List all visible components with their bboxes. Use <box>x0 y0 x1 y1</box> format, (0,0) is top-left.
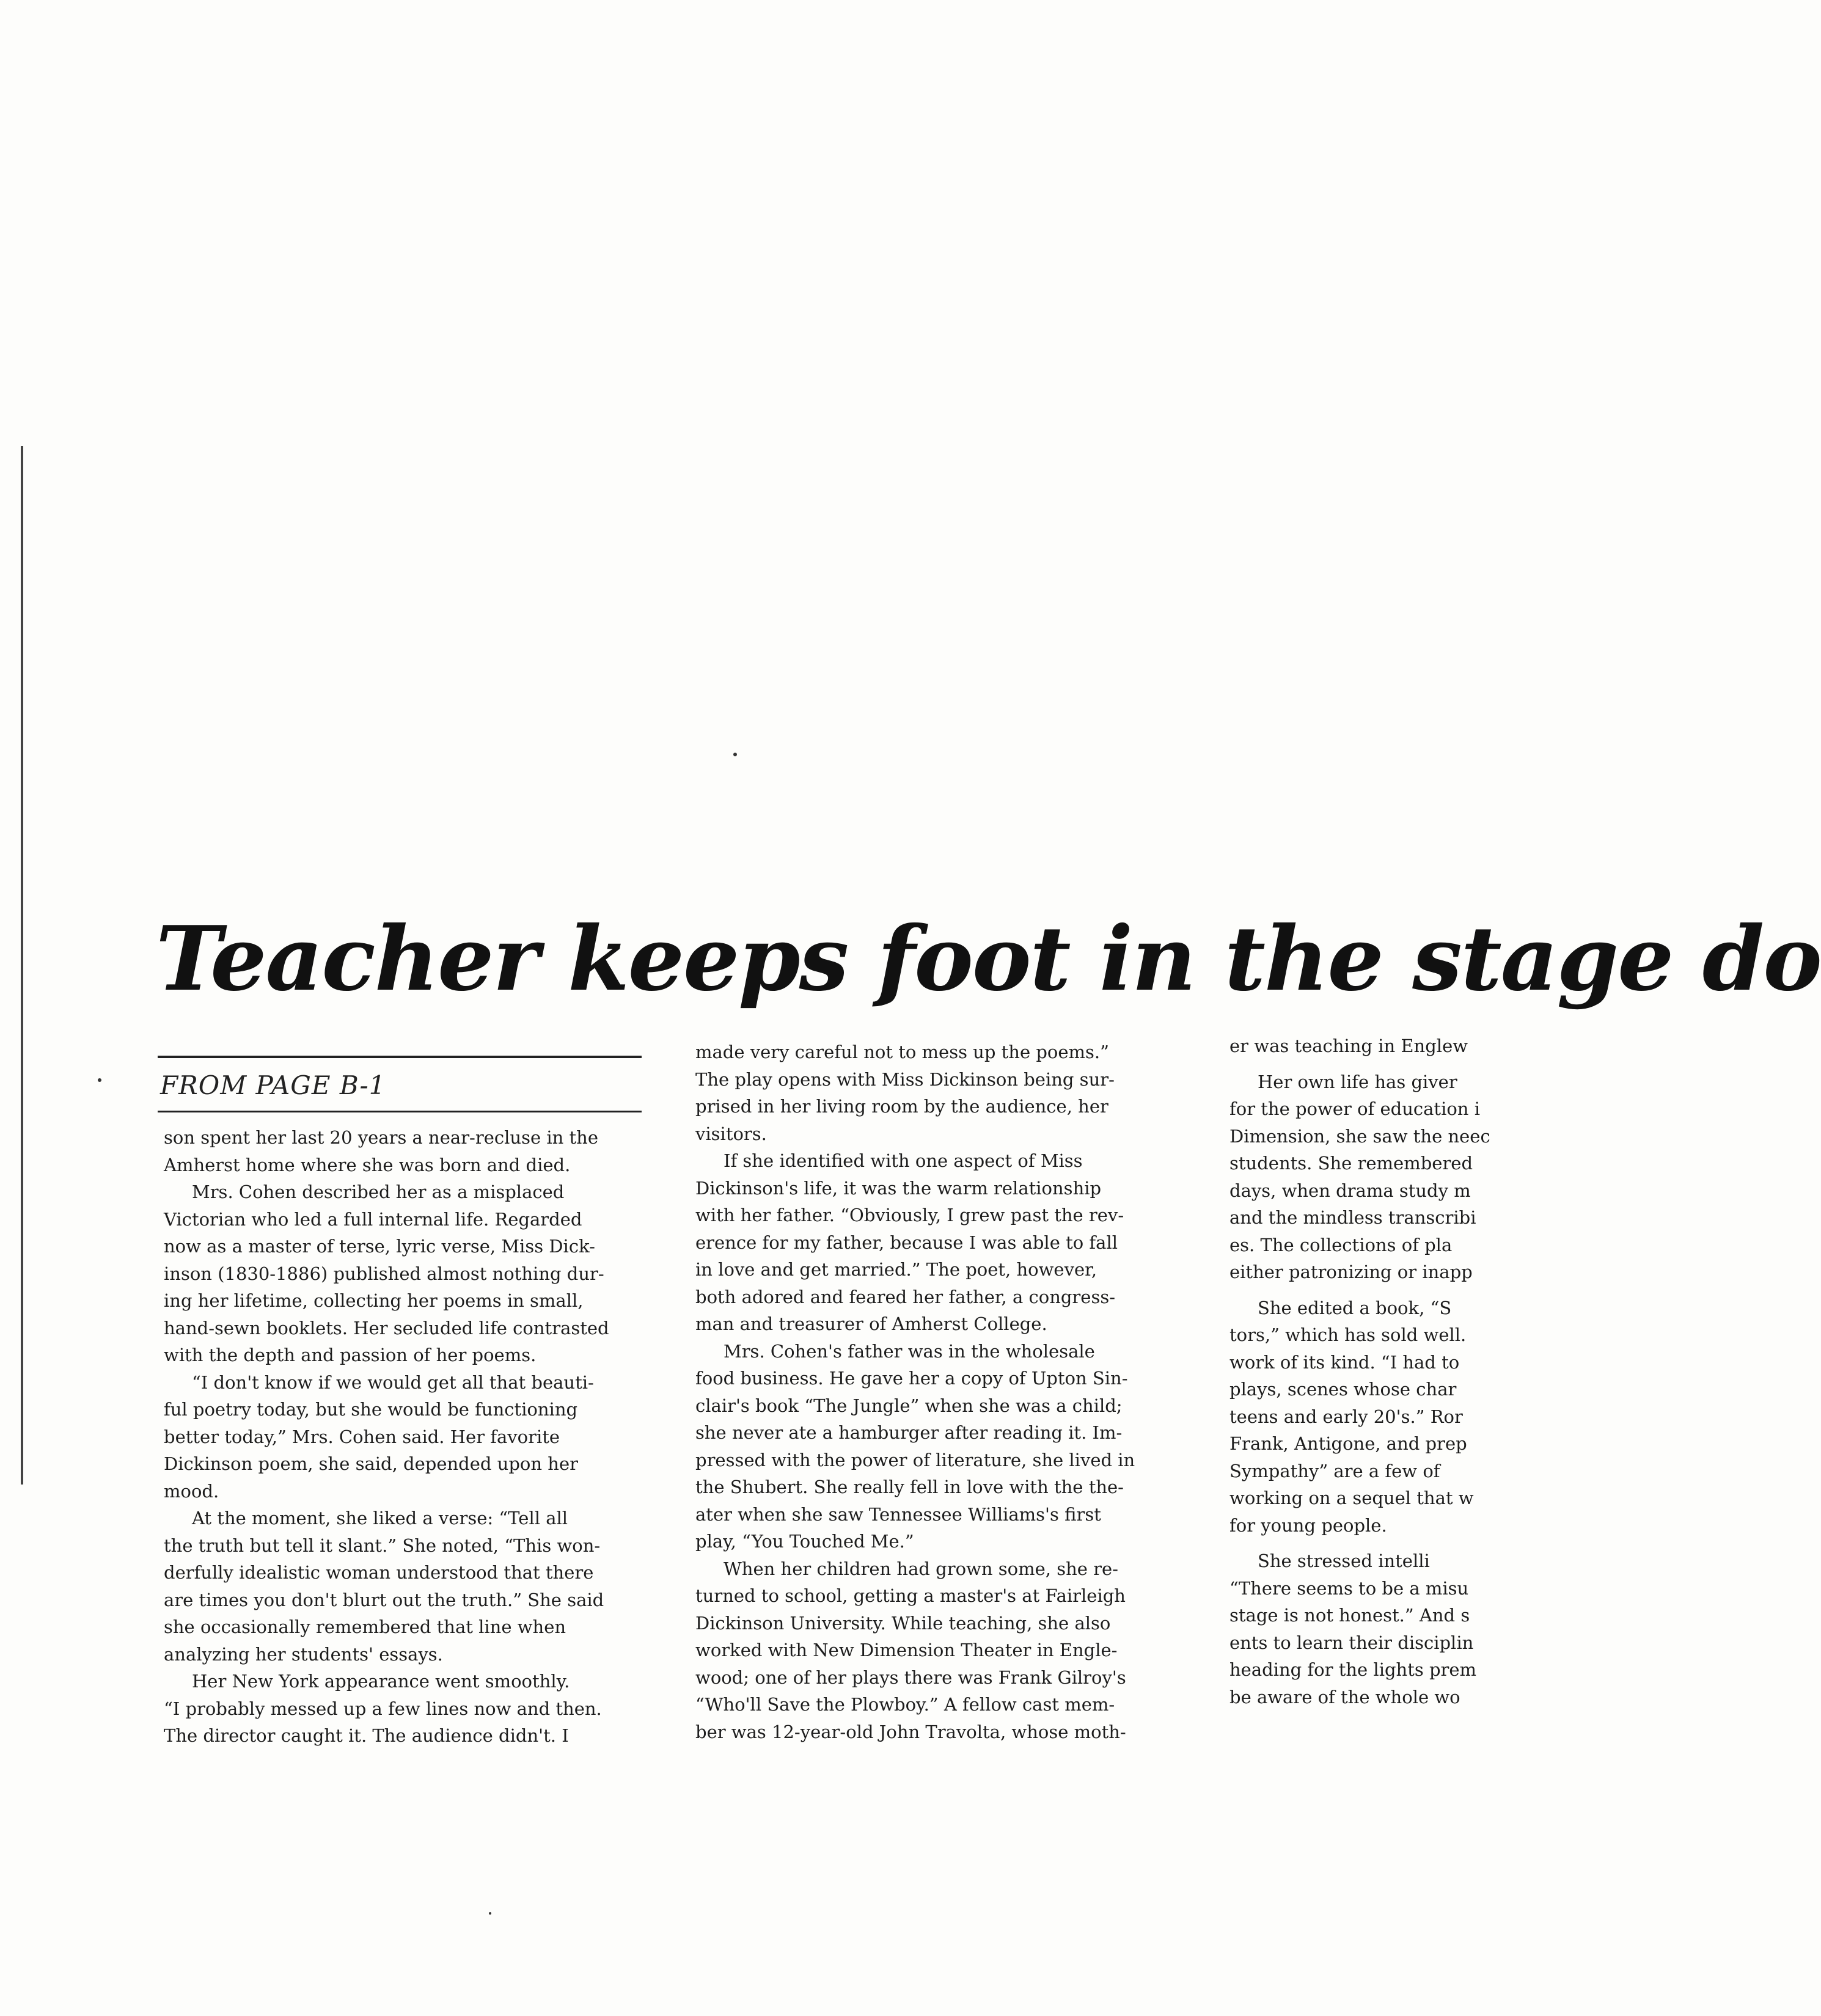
section-rule-bottom <box>158 1111 642 1112</box>
text-line: for young people. <box>1229 1514 1387 1536</box>
text-line: ing her lifetime, collecting her poems in small, <box>164 1290 584 1311</box>
text-line: The director caught it. The audience didn't. I <box>164 1725 569 1746</box>
text-line: food business. He gave her a copy of Upton Sin- <box>695 1368 1128 1389</box>
text-line: worked with New Dimension Theater in Engle- <box>695 1640 1118 1660</box>
text-line: “I don't know if we would get all that beauti- <box>192 1371 594 1393</box>
text-line: “I probably messed up a few lines now and then. <box>164 1698 602 1719</box>
text-line: er was teaching in Englew <box>1229 1035 1468 1056</box>
text-line: Dickinson poem, she said, depended upon her <box>164 1453 578 1474</box>
headline: Teacher keeps foot in the stage do <box>156 907 1821 1011</box>
text-line: Her own life has giver <box>1258 1071 1457 1092</box>
text-line: If she identified with one aspect of Miss <box>724 1150 1083 1171</box>
jump-label: FROM PAGE B-1 <box>160 1070 386 1100</box>
text-line: visitors. <box>695 1123 767 1144</box>
column-2 <box>695 1039 1190 1745</box>
text-line: ber was 12-year-old John Travolta, whose moth- <box>695 1721 1126 1742</box>
text-line: days, when drama study m <box>1229 1180 1471 1201</box>
text-line: she occasionally remembered that line when <box>164 1616 566 1637</box>
text-line: with her father. “Obviously, I grew past the rev- <box>695 1205 1124 1225</box>
text-line: When her children had grown some, she re- <box>724 1558 1118 1579</box>
text-line: es. The collections of pla <box>1229 1234 1453 1255</box>
text-line: analyzing her students' essays. <box>164 1643 443 1665</box>
text-line: ents to learn their disciplin <box>1229 1632 1474 1653</box>
text-line: Victorian who led a full internal life. Regarded <box>164 1208 582 1230</box>
scan-speck <box>98 1078 101 1082</box>
text-line: be aware of the whole wo <box>1229 1686 1460 1707</box>
text-line: erence for my father, because I was able to fall <box>695 1232 1118 1253</box>
text-line: ater when she saw Tennessee Williams's first <box>695 1503 1101 1525</box>
text-line: She edited a book, “S <box>1258 1297 1452 1318</box>
text-line: stage is not honest.” And s <box>1229 1605 1470 1626</box>
text-line: derfully idealistic woman understood that there <box>164 1562 594 1583</box>
text-line: turned to school, getting a master's at Fairleigh <box>695 1585 1126 1606</box>
text-line: work of its kind. “I had to <box>1229 1351 1460 1373</box>
text-line: teens and early 20's.” Ror <box>1229 1406 1463 1427</box>
text-line: wood; one of her plays there was Frank Gilroy's <box>695 1667 1126 1688</box>
text-line: “Who'll Save the Plowboy.” A fellow cast mem- <box>695 1694 1115 1715</box>
text-line: Dimension, she saw the neec <box>1229 1125 1490 1147</box>
text-line: Amherst home where she was born and died. <box>164 1154 571 1175</box>
text-line: prised in her living room by the audience, her <box>695 1096 1108 1117</box>
text-line: mood. <box>164 1480 219 1502</box>
text-line: ful poetry today, but she would be functioning <box>164 1399 578 1420</box>
text-line: Dickinson University. While teaching, she also <box>695 1612 1111 1634</box>
text-line: plays, scenes whose char <box>1229 1379 1457 1400</box>
text-line: “There seems to be a misu <box>1229 1577 1469 1599</box>
text-line: Sympathy” are a few of <box>1229 1460 1440 1481</box>
text-line: tors,” which has sold well. <box>1229 1324 1467 1345</box>
text-line: Dickinson's life, it was the warm relationship <box>695 1177 1102 1199</box>
text-line: in love and get married.” The poet, however, <box>695 1259 1097 1280</box>
text-line: better today,” Mrs. Cohen said. Her favorite <box>164 1426 560 1447</box>
text-line: made very careful not to mess up the poems.” <box>695 1042 1109 1062</box>
text-line: with the depth and passion of her poems. <box>164 1345 537 1365</box>
text-line: either patronizing or inapp <box>1229 1262 1473 1282</box>
scan-speck <box>489 1912 491 1915</box>
text-line: Her New York appearance went smoothly. <box>192 1671 570 1692</box>
text-line: At the moment, she liked a verse: “Tell all <box>192 1508 568 1528</box>
text-line: pressed with the power of literature, she lived in <box>695 1449 1135 1470</box>
text-line: hand-sewn booklets. Her secluded life contrasted <box>164 1317 609 1339</box>
column-3 <box>1229 1032 1511 1711</box>
text-line: are times you don't blurt out the truth.” She said <box>164 1589 604 1610</box>
text-line: students. She remembered <box>1229 1153 1473 1174</box>
text-line: inson (1830-1886) published almost nothing dur- <box>164 1263 604 1284</box>
text-line: and the mindless transcribi <box>1229 1207 1476 1228</box>
scan-edge-line <box>21 446 23 1485</box>
column-1 <box>164 1124 653 1750</box>
text-line: she never ate a hamburger after reading it. Im- <box>695 1422 1123 1443</box>
text-line: Frank, Antigone, and prep <box>1229 1433 1467 1454</box>
text-line: clair's book “The Jungle” when she was a child; <box>695 1395 1123 1416</box>
scan-speck <box>733 753 737 756</box>
section-rule-top <box>158 1056 642 1058</box>
text-line: working on a sequel that w <box>1229 1488 1474 1508</box>
text-line: heading for the lights prem <box>1229 1659 1477 1680</box>
text-line: both adored and feared her father, a congress- <box>695 1286 1116 1307</box>
text-line: play, “You Touched Me.” <box>695 1531 914 1552</box>
text-line: Mrs. Cohen described her as a misplaced <box>192 1181 565 1202</box>
text-line: Mrs. Cohen's father was in the wholesale <box>724 1340 1095 1362</box>
text-line: She stressed intelli <box>1258 1550 1430 1571</box>
text-line: the truth but tell it slant.” She noted, “This won- <box>164 1535 601 1556</box>
text-line: now as a master of terse, lyric verse, Miss Dick- <box>164 1236 595 1257</box>
text-line: the Shubert. She really fell in love with the the- <box>695 1477 1124 1497</box>
text-line: The play opens with Miss Dickinson being sur- <box>695 1068 1115 1090</box>
text-line: son spent her last 20 years a near-recluse in the <box>164 1127 598 1148</box>
text-line: for the power of education i <box>1229 1098 1480 1119</box>
text-line: man and treasurer of Amherst College. <box>695 1313 1047 1334</box>
